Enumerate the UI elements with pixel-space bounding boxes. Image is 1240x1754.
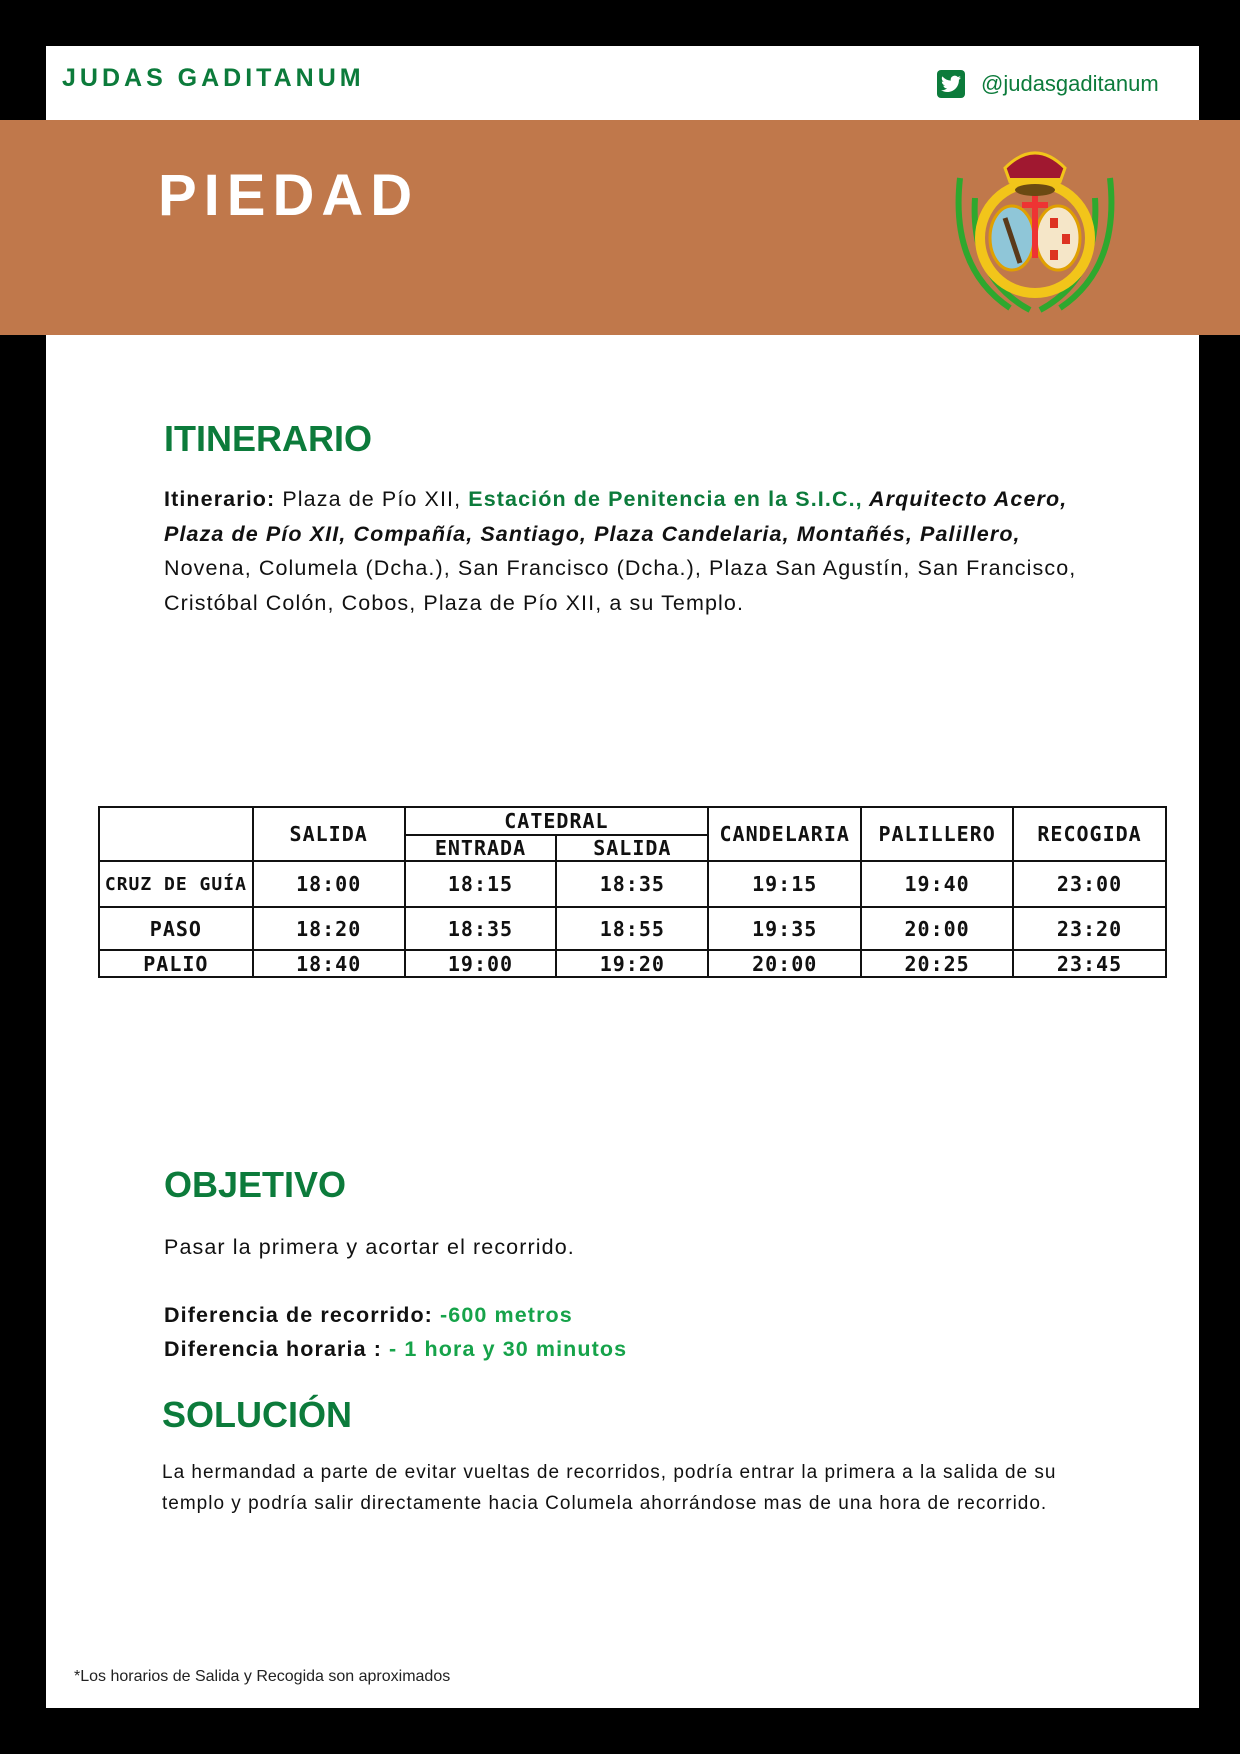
corner-cell <box>99 807 253 861</box>
time-cell: 18:35 <box>405 907 557 950</box>
route-highlight: Estación de Penitencia en la S.I.C., <box>468 487 863 511</box>
twitter-icon <box>937 70 965 98</box>
header-entrada: ENTRADA <box>405 835 557 861</box>
time-value: - 1 hora y 30 minutos <box>381 1337 628 1361</box>
coat-of-arms-icon <box>950 138 1120 316</box>
objetivo-heading: OBJETIVO <box>164 1164 347 1205</box>
time-diff <box>164 1332 1104 1367</box>
itinerario-heading: ITINERARIO <box>164 418 373 459</box>
schedule-table <box>98 806 1167 978</box>
time-cell: 18:35 <box>556 861 708 907</box>
table-row <box>99 950 1166 977</box>
time-cell: 19:00 <box>405 950 557 977</box>
time-cell: 20:00 <box>861 907 1013 950</box>
time-cell: 19:35 <box>708 907 861 950</box>
time-cell: 19:15 <box>708 861 861 907</box>
itinerario-text <box>164 482 1104 620</box>
route-start: Plaza de Pío XII, <box>275 487 469 511</box>
time-cell: 20:25 <box>861 950 1013 977</box>
time-cell: 23:20 <box>1013 907 1166 950</box>
header-catedral: CATEDRAL <box>405 807 709 835</box>
header-catedral-salida: SALIDA <box>556 835 708 861</box>
time-cell: 18:15 <box>405 861 557 907</box>
route-rest: Novena, Columela (Dcha.), San Francisco (Dcha.), Plaza San Agustín, San Francisco, Cristóbal Colón, Cobos, Plaza de Pío XII, a su Templo. <box>164 556 1077 615</box>
footnote: *Los horarios de Salida y Recogida son aproximados <box>74 1668 451 1685</box>
time-label: Diferencia horaria : <box>164 1337 382 1361</box>
solucion-text: La hermandad a parte de evitar vueltas de recorridos, podría entrar la primera a la salida de su templo y podría salir directamente hacia Columela ahorrándose mas de una hora de recorrido. <box>162 1462 1057 1514</box>
header-candelaria: CANDELARIA <box>708 807 861 861</box>
time-cell: 18:20 <box>253 907 405 950</box>
table-row <box>99 861 1166 907</box>
time-cell: 18:55 <box>556 907 708 950</box>
distance-label: Diferencia de recorrido: <box>164 1303 433 1327</box>
time-cell: 23:45 <box>1013 950 1166 977</box>
time-cell: 18:40 <box>253 950 405 977</box>
itinerario-label: Itinerario: <box>164 487 276 511</box>
objetivo-text: Pasar la primera y acortar el recorrido. <box>164 1235 575 1259</box>
time-cell: 18:00 <box>253 861 405 907</box>
time-cell: 23:00 <box>1013 861 1166 907</box>
row-label: PASO <box>99 907 253 950</box>
header-palillero: PALILLERO <box>861 807 1013 861</box>
header-salida: SALIDA <box>253 807 405 861</box>
twitter-link[interactable] <box>937 70 1159 98</box>
distance-value: -600 metros <box>432 1303 573 1327</box>
header-recogida: RECOGIDA <box>1013 807 1166 861</box>
row-label: PALIO <box>99 950 253 977</box>
time-cell: 19:20 <box>556 950 708 977</box>
brand-name: JUDAS GADITANUM <box>62 64 365 92</box>
time-cell: 20:00 <box>708 950 861 977</box>
solucion-heading: SOLUCIÓN <box>162 1394 353 1435</box>
distance-diff <box>164 1298 1104 1333</box>
row-label: CRUZ DE GUÍA <box>99 861 253 907</box>
route-italic: Arquitecto Acero, Plaza de Pío XII, Compañía, Santiago, Plaza Candelaria, Montañés, Palillero, <box>164 487 1068 546</box>
twitter-handle: @judasgaditanum <box>981 71 1159 96</box>
time-cell: 19:40 <box>861 861 1013 907</box>
page-title: PIEDAD <box>158 163 420 228</box>
table-row <box>99 907 1166 950</box>
